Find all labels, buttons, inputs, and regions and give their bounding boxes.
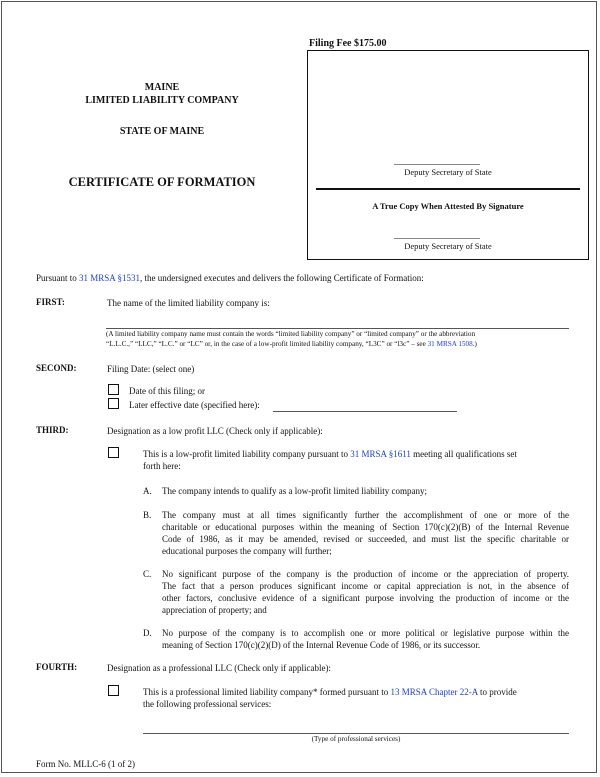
professional-llc-checkbox[interactable] [108, 685, 119, 696]
fourth-text: Designation as a professional LLC (Check only if applicable): [107, 663, 331, 673]
company-name-field[interactable] [106, 328, 569, 329]
option-date-of-filing: Date of this filing; or [129, 386, 205, 396]
name-note-line1: (A limited liability company name must contain the words “limited liability company” or “limited company” or the abbreviation [106, 330, 476, 338]
deputy-secretary-label-2: Deputy Secretary of State [404, 241, 492, 251]
filing-stamp-box [307, 50, 589, 260]
third-text: Designation as a low profit LLC (Check only if applicable): [107, 426, 323, 436]
signature-line [394, 238, 480, 239]
divider [316, 188, 580, 190]
professional-services-caption: (Type of professional services) [311, 735, 401, 743]
item-d-letter: D. [143, 628, 152, 638]
later-date-field[interactable] [273, 411, 457, 412]
professional-services-field[interactable] [143, 733, 569, 734]
fourth-label: FOURTH: [36, 662, 78, 672]
page-title: CERTIFICATE OF FORMATION [68, 175, 256, 189]
item-a-text: The company intends to qualify as a low-profit limited liability company; [162, 486, 427, 496]
item-d-text: No purpose of the company is to accomplish one or more political or legislative purpose within the meaning of Section 170(c)(2)(D) of the Internal Revenue Code of 1986, or its successor. [162, 628, 569, 650]
signature-line [394, 164, 480, 165]
filing-fee: Filing Fee $175.00 [309, 38, 387, 49]
first-label: FIRST: [36, 297, 65, 307]
heading-maine: MAINE [144, 82, 180, 93]
professional-llc-statement: This is a professional limited liability company* formed pursuant to 13 MRSA Chapter 22-A to provide the following professional services: [143, 687, 517, 709]
name-note-line2: “L.L.C.,” “LLC,” “L.C.” or “LC” or, in the case of a low-profit limited liability company, “L3C” or “l3c” – see 31 MRSA 1508.) [106, 340, 477, 348]
statute-link[interactable]: 31 MRSA §1531 [79, 273, 141, 283]
low-profit-statement: This is a low-profit limited liability company pursuant to 31 MRSA §1611 meeting all qualifications set forth here: [143, 449, 517, 471]
item-c-text: No significant purpose of the company is the production of income or the appreciation of property. The fact that a person produces significant income or capital appreciation is not, in the absence of other factors, conclusive evidence of a significant purpose involving the production of income or the appreciation of property; and [162, 569, 569, 615]
form-number: Form No. MLLC-6 (1 of 2) [36, 759, 135, 769]
form-page [1, 1, 597, 773]
item-a-letter: A. [143, 486, 152, 496]
item-b-text: The company must at all times significantly further the accomplishment of one or more of the charitable or educational purposes within the meaning of Section 170(c)(2)(B) of the Internal Revenue Code of 1986, as it may be amended, revised or succeeded, and must list the specific charitable or educational purposes the company will further; [162, 510, 569, 556]
filing-date-checkbox[interactable] [108, 384, 119, 395]
first-text: The name of the limited liability company is: [107, 298, 270, 308]
statute-link[interactable]: 31 MRSA 1508 [427, 340, 473, 348]
heading-llc: LIMITED LIABILITY COMPANY [85, 95, 239, 106]
deputy-secretary-label-1: Deputy Secretary of State [404, 167, 492, 177]
second-label: SECOND: [36, 363, 77, 373]
heading-state: STATE OF MAINE [119, 126, 205, 137]
item-b-letter: B. [143, 510, 152, 520]
item-c-letter: C. [143, 569, 152, 579]
statute-link[interactable]: 31 MRSA §1611 [350, 449, 411, 459]
option-later-date: Later effective date (specified here): [129, 400, 260, 410]
second-text: Filing Date: (select one) [107, 364, 195, 374]
low-profit-checkbox[interactable] [108, 447, 119, 458]
intro-text: Pursuant to 31 MRSA §1531, the undersigned executes and delivers the following Certificate of Formation: [36, 273, 424, 283]
third-label: THIRD: [36, 425, 69, 435]
later-date-checkbox[interactable] [108, 398, 119, 409]
true-copy-note: A True Copy When Attested By Signature [372, 201, 524, 211]
statute-link[interactable]: 13 MRSA Chapter 22-A [390, 687, 478, 697]
